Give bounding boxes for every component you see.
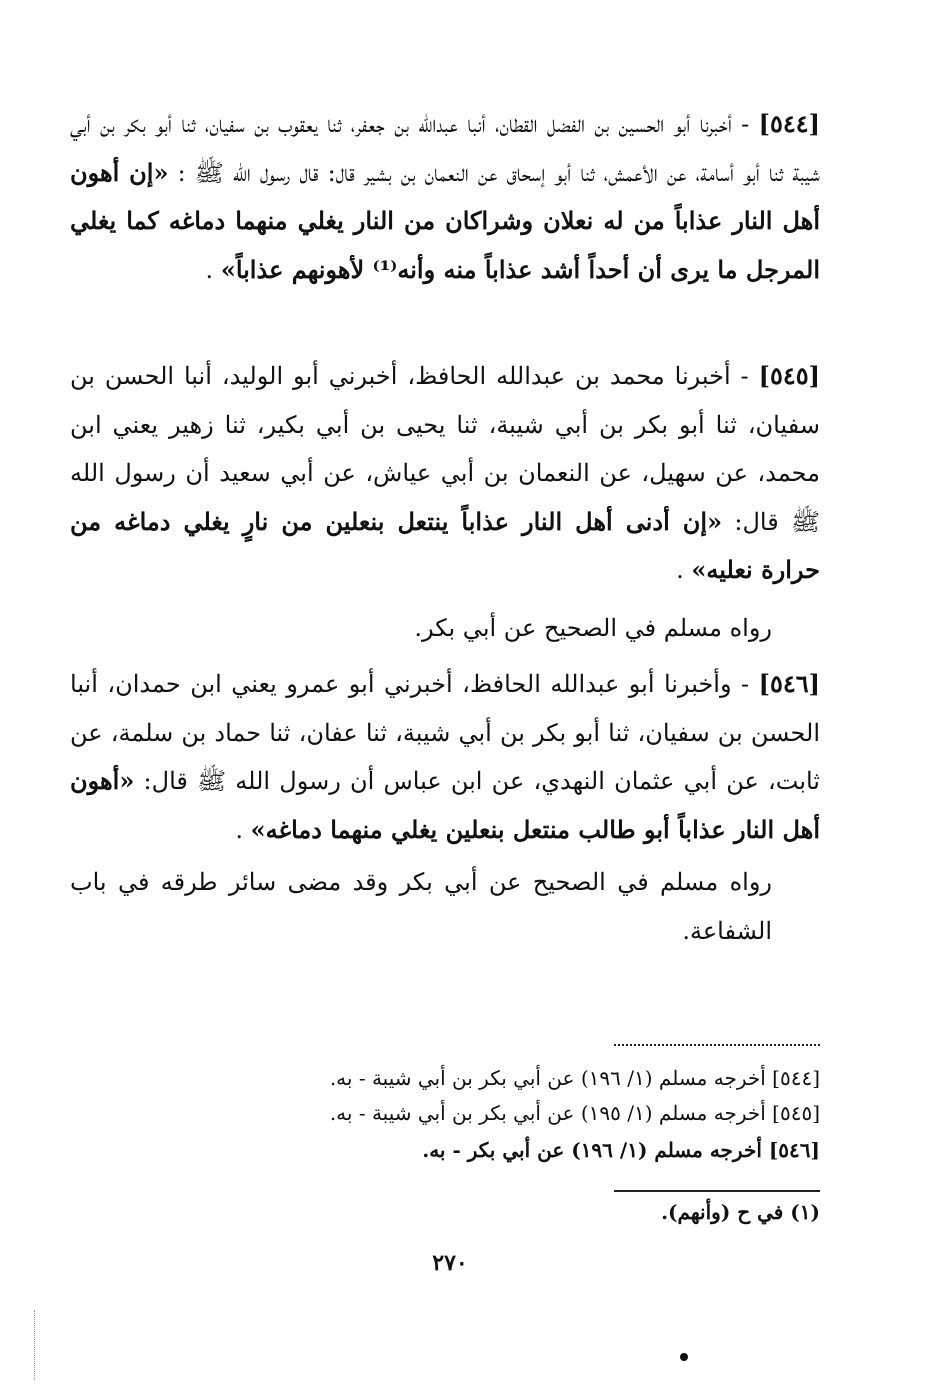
hadith-end: . <box>676 556 692 584</box>
hadith-matn: «إن أدنى أهل النار عذاباً ينتعل بنعلين من نارٍ يغلي دماغه من حرارة نعليه» <box>70 506 820 584</box>
hadith-number: [٥٤٥] <box>758 361 820 390</box>
hadith-matn: «إن أهون أهل النار عذاباً من له نعلان وشراكان من النار يغلي منهما دماغه كما يغلي المرجل ما يرى أن أحداً أشد عذاباً منه وأنه⁽¹⁾ لأهونهم عذاباً» <box>70 157 821 284</box>
print-speck <box>680 1353 688 1361</box>
takhrij-545 <box>70 604 820 653</box>
note-544: [٥٤٤] أخرجه مسلم (١/ ١٩٦) عن أبي بكر بن أبي شيبة - به. <box>329 1066 820 1090</box>
hadith-546 <box>70 660 820 854</box>
note-546: [٥٤٦] أخرجه مسلم (١/ ١٩٦) عن أبي بكر - به. <box>422 1138 820 1162</box>
notes-separator <box>614 1044 820 1046</box>
takhrij-text: رواه مسلم في الصحيح عن أبي بكر. <box>414 614 772 642</box>
hadith-isnad: - أخبرنا محمد بن عبدالله الحافظ، أخبرني أبو الوليد، أنبا الحسن بن سفيان، ثنا أبو بكر بن أبي شيبة، ثنا يحيى بن أبي بكير، ثنا زهير يعني ابن محمد، عن سهيل، عن النعمان بن أبي عياش، عن أبي سعيد أن رسول الله ﷺ قال: <box>70 362 820 536</box>
footnote: (١) في ح (وأنهم). <box>661 1200 820 1224</box>
hadith-544 <box>70 100 820 294</box>
hadith-545 <box>70 352 820 595</box>
page-number: ٢٧٠ <box>432 1250 468 1276</box>
hadith-end: . <box>205 255 221 284</box>
takhrij-text: رواه مسلم في الصحيح عن أبي بكر وقد مضى سائر طرقه في باب الشفاعة. <box>70 868 772 945</box>
takhrij-546 <box>70 858 820 955</box>
hadith-isnad: - وأخبرنا أبو عبدالله الحافظ، أخبرني أبو عمرو يعني ابن حمدان، أنبا الحسن بن سفيان، ثنا أبو بكر بن أبي شيبة، ثنا عفان، ثنا حماد بن سلمة، عن ثابت، عن أبي عثمان النهدي، عن ابن عباس أن رسول الله ﷺ قال: <box>70 670 821 795</box>
scan-margin-marks <box>34 1310 39 1380</box>
footnote-separator <box>614 1190 820 1192</box>
hadith-number: [٥٤٦] <box>758 669 820 698</box>
hadith-number: [٥٤٤] <box>758 109 820 138</box>
hadith-isnad: - أخبرنا أبو الحسين بن الفضل القطان، أنبا عبدالله بن جعفر، ثنا يعقوب بن سفيان، ثنا أبو بكر بن أبي شيبة ثنا أبو أسامة، عن الأعمش، ثنا أبو إسحاق عن النعمان بن بشير قال: قال رسول الله ﷺ : <box>70 110 820 187</box>
hadith-matn: «أهون أهل النار عذاباً أبو طالب منتعل بنعلين يغلي منهما دماغه» <box>70 766 820 844</box>
hadith-end: . <box>235 815 251 844</box>
note-545: [٥٤٥] أخرجه مسلم (١/ ١٩٥) عن أبي بكر بن أبي شيبة - به. <box>329 1101 820 1125</box>
